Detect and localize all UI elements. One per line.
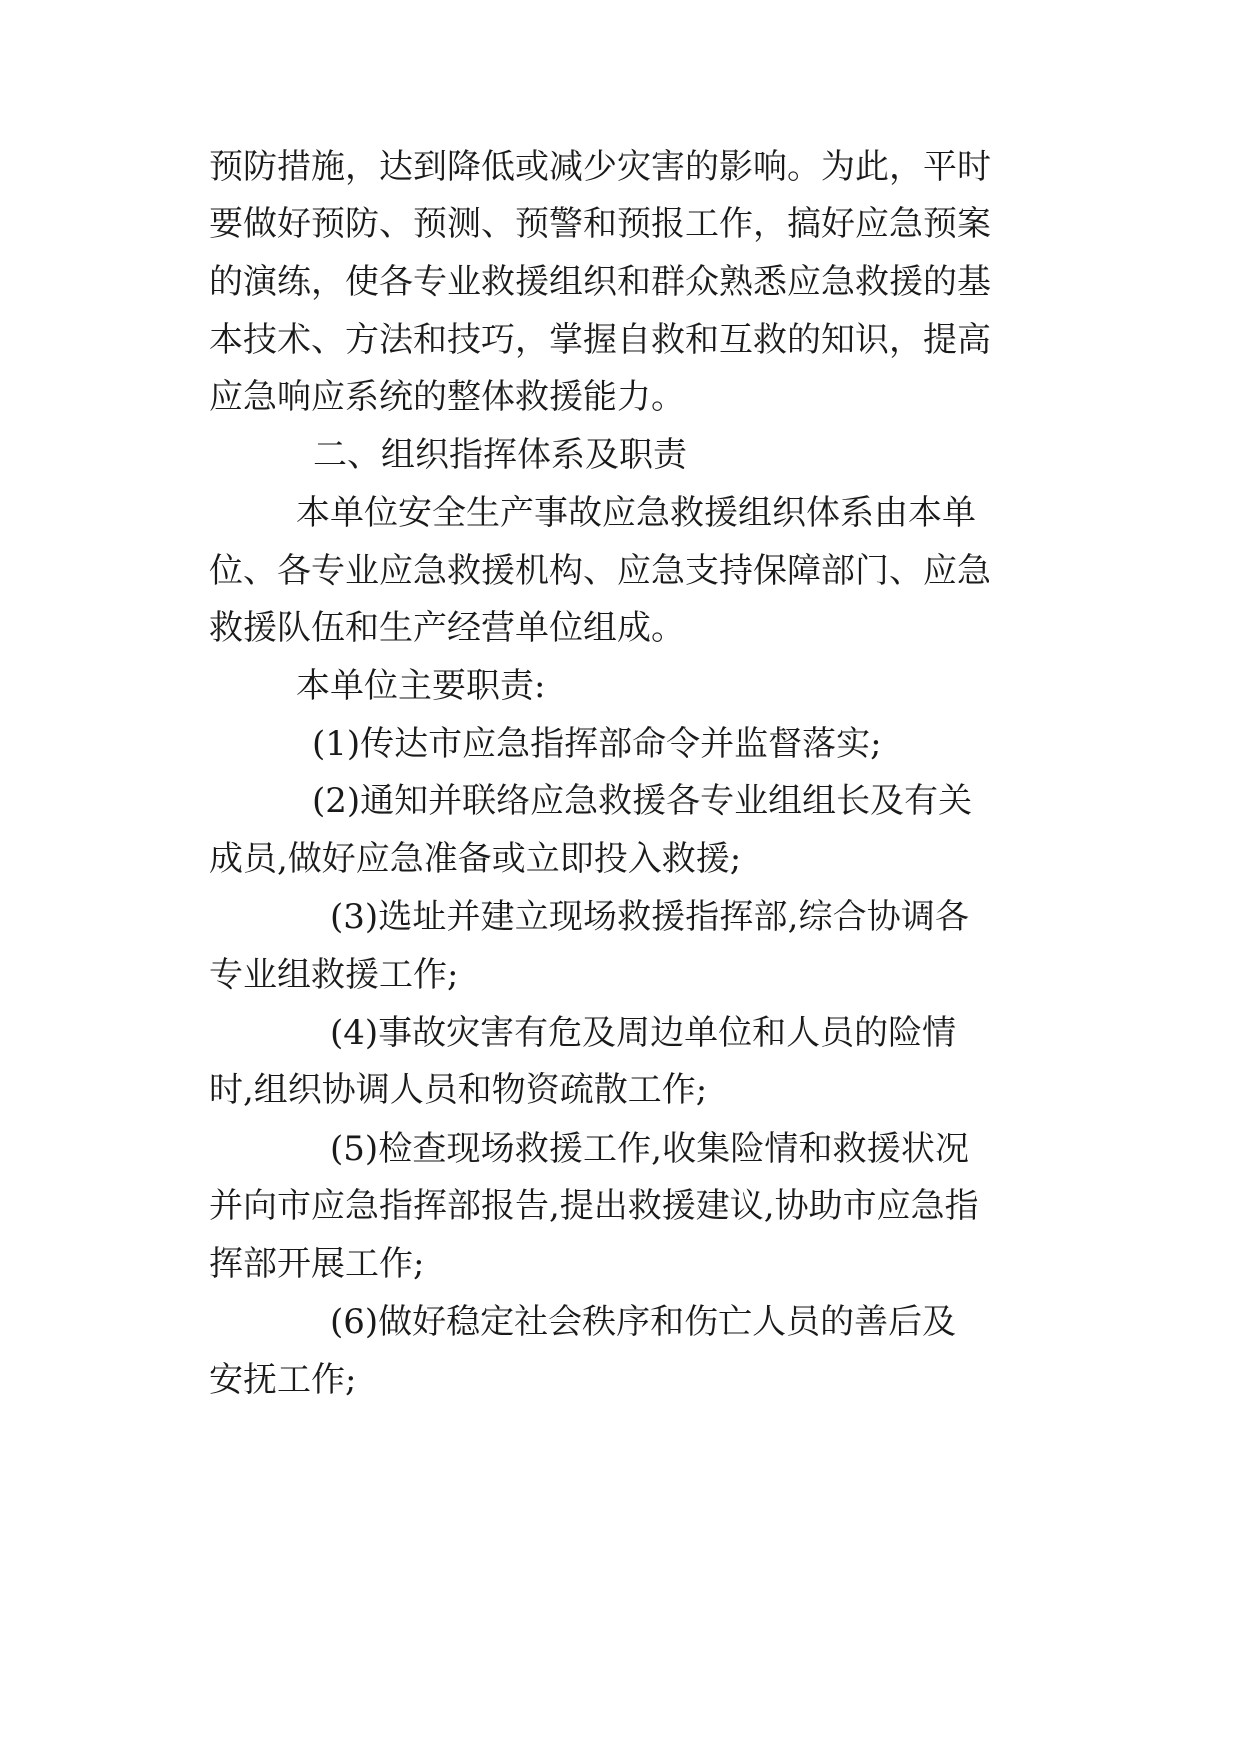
body-line-5: 应急响应系统的整体救援能力。 <box>209 377 685 417</box>
duty-item-2-cont: 成员,做好应急准备或立即投入救援; <box>209 839 742 879</box>
duty-item-5: (5)检查现场救援工作,收集险情和救援状况 <box>330 1129 969 1169</box>
body-line-1: 预防措施，达到降低或减少灾害的影响。为此，平时 <box>209 147 991 187</box>
body-line-9: 救援队伍和生产经营单位组成。 <box>209 608 685 648</box>
body-line-7: 本单位安全生产事故应急救援组织体系由本单 <box>296 493 976 533</box>
body-line-8: 位、各专业应急救援机构、应急支持保障部门、应急 <box>209 551 991 591</box>
duty-item-4: (4)事故灾害有危及周边单位和人员的险情 <box>330 1013 957 1053</box>
duty-item-6-cont: 安抚工作; <box>209 1360 357 1400</box>
body-line-2: 要做好预防、预测、预警和预报工作，搞好应急预案 <box>209 204 991 244</box>
duty-item-3: (3)选址并建立现场救援指挥部,综合协调各 <box>330 897 969 937</box>
duty-item-6: (6)做好稳定社会秩序和伤亡人员的善后及 <box>330 1302 957 1342</box>
duties-heading: 本单位主要职责: <box>296 666 546 706</box>
duty-item-2: (2)通知并联络应急救援各专业组组长及有关 <box>312 781 973 821</box>
duty-item-1: (1)传达市应急指挥部命令并监督落实; <box>312 724 882 764</box>
section-heading: 二、组织指挥体系及职责 <box>313 435 687 475</box>
duty-item-5-cont-1: 并向市应急指挥部报告,提出救援建议,协助市应急指 <box>209 1186 979 1226</box>
body-line-4: 本技术、方法和技巧，掌握自救和互救的知识，提高 <box>209 320 991 360</box>
body-line-3: 的演练，使各专业救援组织和群众熟悉应急救援的基 <box>209 262 991 302</box>
duty-item-3-cont: 专业组救援工作; <box>209 955 459 995</box>
duty-item-4-cont: 时,组织协调人员和物资疏散工作; <box>209 1070 708 1110</box>
duty-item-5-cont-2: 挥部开展工作; <box>209 1244 425 1284</box>
